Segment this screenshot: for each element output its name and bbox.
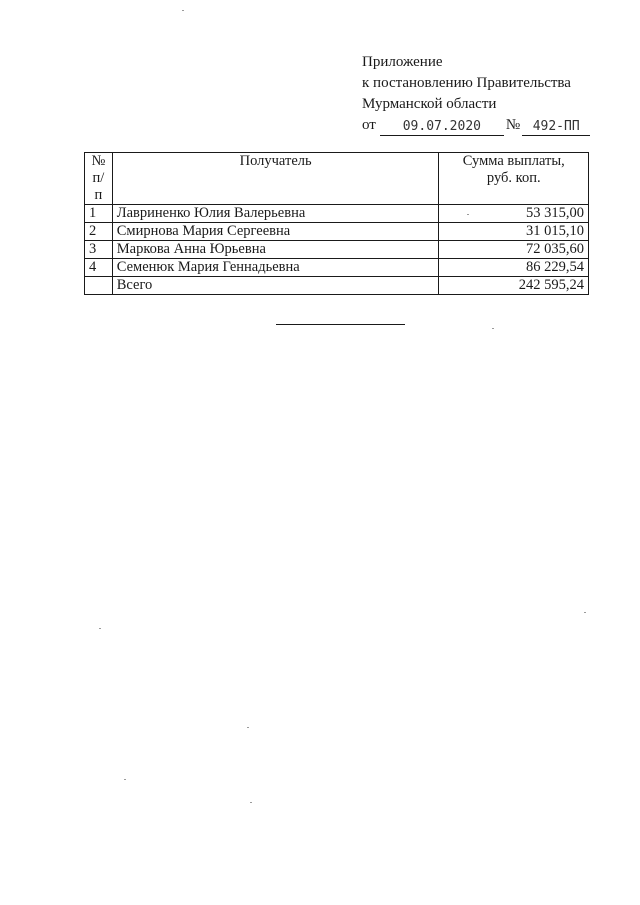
column-header-amount — [439, 153, 589, 205]
total-row — [85, 277, 589, 295]
column-header-number-line1: № — [91, 153, 106, 169]
appendix-title: Приложение — [362, 54, 443, 70]
scan-speck — [99, 628, 101, 629]
total-label: Всего — [112, 277, 439, 295]
scan-speck — [467, 214, 469, 215]
column-header-amount-line1: Сумма выплаты, — [462, 153, 565, 169]
payment-amount: 72 035,60 — [439, 241, 589, 259]
recipient-name: Смирнова Мария Сергеевна — [112, 223, 439, 241]
scan-speck — [584, 612, 586, 613]
row-number: 4 — [85, 259, 113, 277]
row-number: 1 — [85, 205, 113, 223]
decree-number: 492-ПП — [522, 119, 590, 136]
scan-speck — [250, 802, 252, 803]
table-row — [85, 241, 589, 259]
row-number: 2 — [85, 223, 113, 241]
scan-speck — [492, 328, 494, 329]
table-row — [85, 205, 589, 223]
scan-speck — [182, 10, 184, 11]
decree-date-line — [362, 115, 590, 136]
recipients-table — [84, 152, 589, 295]
decree-date: 09.07.2020 — [380, 119, 504, 136]
scan-speck — [247, 727, 249, 728]
recipient-name: Семенюк Мария Геннадьевна — [112, 259, 439, 277]
row-number: 3 — [85, 241, 113, 259]
table-row — [85, 259, 589, 277]
recipient-name: Лавриненко Юлия Валерьевна — [112, 205, 439, 223]
appendix-reference: к постановлению Правительства — [362, 75, 571, 91]
number-sign: № — [505, 117, 521, 133]
date-prefix: от — [362, 117, 376, 133]
closing-separator-line — [276, 324, 405, 325]
column-header-amount-line2: руб. коп. — [486, 170, 541, 186]
payment-amount: 86 229,54 — [439, 259, 589, 277]
payment-amount: 31 015,10 — [439, 223, 589, 241]
appendix-region: Мурманской области — [362, 96, 497, 112]
table-row — [85, 223, 589, 241]
payment-amount: 53 315,00 — [439, 205, 589, 223]
table-header-row — [85, 153, 589, 205]
column-header-number-line2: п/п — [92, 170, 105, 203]
total-row-number — [85, 277, 113, 295]
column-header-recipient: Получатель — [112, 153, 439, 205]
scan-speck — [124, 779, 126, 780]
column-header-number — [85, 153, 113, 205]
total-amount: 242 595,24 — [439, 277, 589, 295]
appendix-header — [362, 52, 590, 136]
recipient-name: Маркова Анна Юрьевна — [112, 241, 439, 259]
